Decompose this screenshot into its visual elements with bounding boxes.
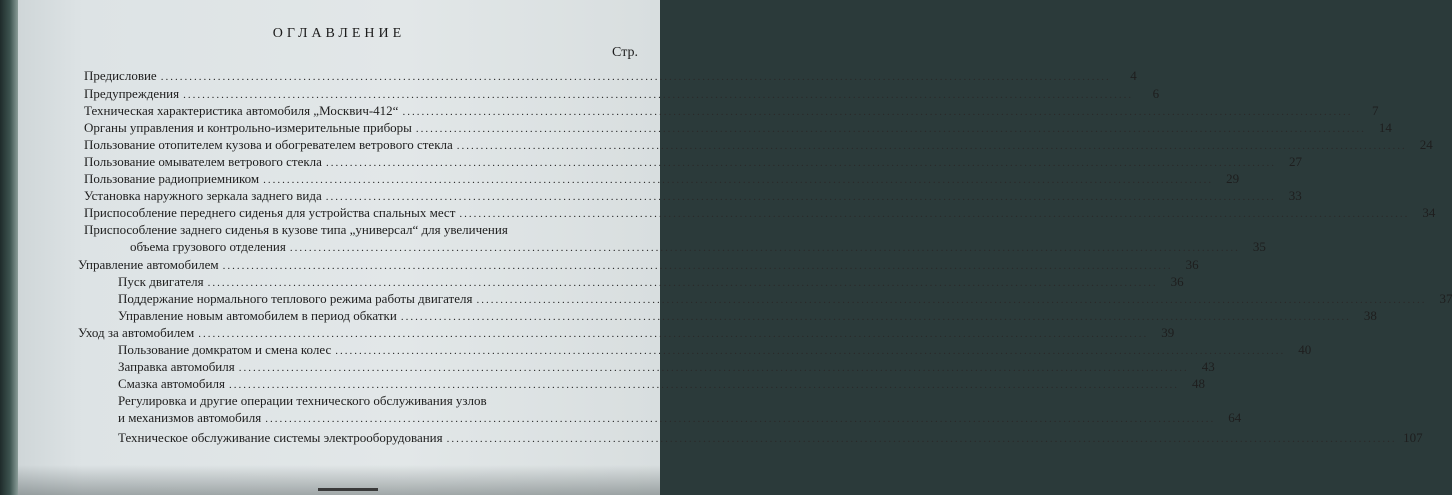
- toc-entry: [84, 154, 1302, 171]
- toc-page-number: 36: [1185, 257, 1199, 272]
- toc-page-number: 34: [1422, 205, 1436, 220]
- toc-leader-dots: ........................................................................................................................................................................................................: [446, 433, 1397, 445]
- toc-entry: [84, 103, 1379, 120]
- book-spine-edge: [0, 0, 18, 495]
- toc-page-number: 7: [1371, 103, 1379, 118]
- toc-page-number: 107: [1403, 430, 1423, 445]
- toc-entry-label: Пользование радиоприемником: [84, 171, 260, 186]
- toc-entry-label: Поддержание нормального теплового режима работы двигателя: [118, 291, 473, 306]
- toc-leader-dots: ........................................................................................................................................................................................................: [325, 191, 1276, 203]
- toc-leader-dots: ........................................................................................................................................................................................................: [456, 140, 1407, 152]
- toc-entry: [118, 430, 1423, 447]
- toc-page-number: 40: [1298, 342, 1312, 357]
- toc-page-number: 36: [1170, 274, 1184, 289]
- toc-entry: [118, 291, 1452, 308]
- toc-entry-label: Приспособление переднего сиденья для устройства спальных мест: [84, 205, 456, 220]
- toc-leader-dots: ........................................................................................................................................................................................................: [402, 106, 1353, 118]
- toc-leader-dots: ........................................................................................................................................................................................................: [160, 71, 1111, 83]
- toc-page-number: 33: [1288, 188, 1302, 203]
- toc-leader-dots: ........................................................................................................................................................................................................: [265, 413, 1216, 425]
- toc-entry: [84, 205, 1436, 222]
- toc-entry-continuation: [130, 239, 1266, 256]
- toc-entry-label: Пользование домкратом и смена колес: [118, 342, 332, 357]
- toc-leader-dots: ........................................................................................................................................................................................................: [207, 277, 1158, 289]
- page-column-header: Стр.: [612, 45, 638, 60]
- toc-leader-dots: ........................................................................................................................................................................................................: [222, 260, 1173, 272]
- toc-leader-dots: ........................................................................................................................................................................................................: [183, 89, 1134, 101]
- toc-entry-label: Пуск двигателя: [118, 274, 204, 289]
- toc-entry-label: Управление новым автомобилем в период обкатки: [118, 308, 397, 323]
- toc-entry-label-continued: объема грузового отделения: [130, 239, 286, 254]
- toc-page-number: 39: [1161, 325, 1175, 340]
- toc-entry: [78, 325, 1175, 342]
- toc-entry-continuation: [118, 410, 1242, 427]
- toc-entry: [84, 171, 1240, 188]
- toc-page-number: 48: [1191, 376, 1205, 391]
- toc-leader-dots: ........................................................................................................................................................................................................: [263, 174, 1214, 186]
- toc-entry: [118, 308, 1377, 325]
- toc-entry: [84, 137, 1433, 154]
- toc-leader-dots: ........................................................................................................................................................................................................: [325, 157, 1276, 169]
- toc-page-number: 35: [1252, 239, 1266, 254]
- toc-leader-dots: ........................................................................................................................................................................................................: [476, 294, 1427, 306]
- toc-page-number: 29: [1226, 171, 1240, 186]
- toc-entry-label: Смазка автомобиля: [118, 376, 225, 391]
- toc-entry: [118, 342, 1312, 359]
- toc-entry-label: Предупреждения: [84, 86, 180, 101]
- toc-page-number: 4: [1130, 68, 1137, 83]
- toc-entry-label: Пользование омывателем ветрового стекла: [84, 154, 322, 169]
- toc-entry: [118, 274, 1184, 291]
- toc-entry: [118, 376, 1205, 393]
- toc-leader-dots: ........................................................................................................................................................................................................: [335, 345, 1286, 357]
- toc-entry: [84, 120, 1392, 137]
- toc-page-number: 6: [1152, 86, 1160, 101]
- toc-page-number: 43: [1201, 359, 1215, 374]
- toc-entry-label: Регулировка и другие операции технического обслуживания узлов: [118, 393, 487, 408]
- toc-entry-label: Уход за автомобилем: [78, 325, 195, 340]
- toc-page-number: 24: [1419, 137, 1433, 152]
- toc-entry: [84, 222, 632, 238]
- toc-leader-dots: ........................................................................................................................................................................................................: [415, 123, 1366, 135]
- page-title: ОГЛАВЛЕНИЕ: [272, 26, 406, 41]
- toc-entry: [78, 257, 1199, 274]
- bottom-mark: [318, 488, 378, 491]
- toc-page-number: 38: [1363, 308, 1377, 323]
- toc-leader-dots: ........................................................................................................................................................................................................: [400, 311, 1351, 323]
- toc-entry-label: Заправка автомобиля: [118, 359, 235, 374]
- toc-entry-label: Управление автомобилем: [78, 257, 219, 272]
- toc-leader-dots: ........................................................................................................................................................................................................: [238, 362, 1189, 374]
- toc-entry: [118, 359, 1215, 376]
- toc-leader-dots: ........................................................................................................................................................................................................: [289, 242, 1240, 254]
- toc-entry-label-continued: и механизмов автомобиля: [118, 410, 262, 425]
- toc-page-number: 27: [1288, 154, 1302, 169]
- toc-entry-label: Приспособление заднего сиденья в кузове типа „универсал“ для увеличения: [84, 222, 508, 237]
- book-page: [18, 0, 1452, 495]
- toc-entry-label: Установка наружного зеркала заднего вида: [84, 188, 322, 203]
- toc-entry: [118, 393, 632, 409]
- toc-leader-dots: ........................................................................................................................................................................................................: [459, 208, 1410, 220]
- toc-page-number: 64: [1228, 410, 1242, 425]
- toc-page-number: 14: [1378, 120, 1392, 135]
- toc-leader-dots: ........................................................................................................................................................................................................: [228, 379, 1179, 391]
- toc-entry: [84, 68, 1137, 85]
- toc-entry-label: Пользование отопителем кузова и обогревателем ветрового стекла: [84, 137, 453, 152]
- toc-entry: [84, 86, 1160, 103]
- toc-entry-label: Предисловие: [84, 68, 157, 83]
- toc-page-number: 37: [1439, 291, 1452, 306]
- toc-entry-label: Техническое обслуживание системы электрооборудования: [118, 430, 443, 445]
- toc-entry-label: Техническая характеристика автомобиля „Москвич-412“: [84, 103, 399, 118]
- toc-entry: [84, 188, 1302, 205]
- toc-leader-dots: ........................................................................................................................................................................................................: [198, 328, 1149, 340]
- toc-entry-label: Органы управления и контрольно-измерительные приборы: [84, 120, 412, 135]
